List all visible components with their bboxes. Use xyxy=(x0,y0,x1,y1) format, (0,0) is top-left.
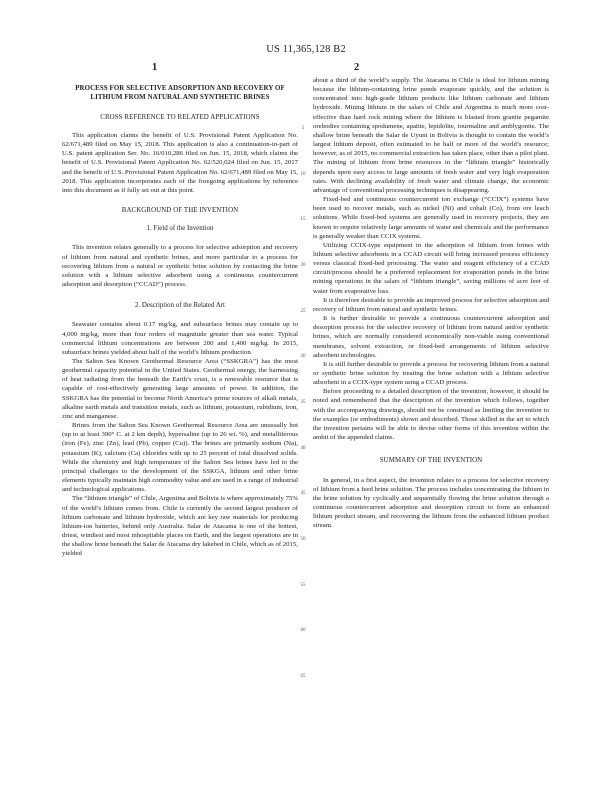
line-number: 30 xyxy=(300,354,306,359)
line-number: 35 xyxy=(300,400,306,405)
line-number: 20 xyxy=(300,263,306,268)
related-art-subheading: 2. Description of the Related Art xyxy=(135,302,225,310)
right-column xyxy=(313,76,549,530)
related-art-paragraph: The Salton Sea Known Geothermal Resource Area (“SSKGRA”) has the most geothermal capacity potential in the United States. Geothermal energy, the harnessing of heat radiating from the beneath the Earth’s crust, is a renewable resource that is capable of cost-effectively generating large amounts of power. In addition, the SSKGRA has the potential to become North America’s prime sources of alkali metals, alkaline earth metals and transition metals, such as lithium, potassium, rubidium, iron, zinc and manganese. xyxy=(62,358,298,420)
line-number: 40 xyxy=(300,446,306,451)
patent-title: PROCESS FOR SELECTIVE ADSORPTION AND RECOVERY OF LITHIUM FROM NATURAL AND SYNTHETIC BRINES xyxy=(75,85,285,102)
line-number: 5 xyxy=(301,126,305,131)
background-heading: BACKGROUND OF THE INVENTION xyxy=(121,206,239,214)
line-number: 60 xyxy=(300,628,306,633)
body-paragraph: Fixed-bed and continuous countercurrent ion exchange (“CCIX”) systems have been used to recover metals, such as nickel (Ni) and cobalt (Co), from ore leach solutions. While fixed-bed systems are generally used in recovery projects, they are known to require relatively large amounts of water and chemicals and the performance is generally weaker than CCIX systems. xyxy=(313,196,549,240)
line-number: 25 xyxy=(300,309,306,314)
line-number: 10 xyxy=(300,172,306,177)
left-column xyxy=(62,76,298,558)
cross-reference-paragraph: This application claims the benefit of U.S. Provisional Patent Application No. 62/671,489 filed on May 15, 2018. This application is also a continuation-in-part of U.S. patent application Ser. No. 16/010,286 filed on Jun. 15, 2018, which claims the benefit of U.S. Provisional Patent Application No. 62/520,024 filed on Jun. 15, 2017 and the benefit of U.S. Provisional Patent Application No. 62/671,489 filed on May 15, 2018. This application incorporates each of the foregoing applications by reference into this document as if fully set out at this point. xyxy=(62,131,298,194)
related-art-paragraph: The “lithium triangle” of Chile, Argentina and Bolivia is where approximately 75% of the world’s lithium comes from. Chile is currently the second largest producer of lithium carbonate and lithium hydroxide, which are key raw materials for producing lithium-ion batteries, behind only Australia. Salar de Atacama is one of the hottest, driest, windiest and most inhospitable places on Earth, and the largest operations are in the shallow brine beneath the Salar de Atacama dry lakebed in Chile, which as of 2015, yielded xyxy=(62,495,298,558)
body-paragraph: It is still further desirable to provide a process for recovering lithium from a natural or synthetic brine solution by treating the brine solution with a lithium selective adsorbent in a CCIX-type system using a CCAD process. xyxy=(313,360,549,387)
field-subheading: 1. Field of the Invention xyxy=(146,225,214,233)
body-paragraph: Utilizing CCIX-type equipment in the adsorption of lithium from brines with lithium selective adsorbents in a CCAD circuit will bring increased process efficiency versus classical fixed-bed processing. The water and reagent efficiency of a CCAD circuit/process should be a preferred replacement for evaporation ponds in the brine mining operations in the salars of “lithium triangle”, saving millions of acre feet of water from evaporative loss. xyxy=(313,241,549,295)
body-paragraph: It is further desirable to provide a continuous countercurrent adsorption and desorption process for the selective recovery of lithium from natural and/or synthetic brines, which are normally considered economically non-viable using conventional membranes, solvent extraction, or fixed-bed arrangements of lithium selective adsorbent technologies. xyxy=(313,315,549,359)
related-art-paragraph: Seawater contains about 0.17 mg/kg, and subsurface brines may contain up to 4,000 mg/kg, more than four orders of magnitude greater than sea water. Typical commercial lithium concentrations are between 200 and 1,400 mg/kg. In 2015, subsurface brines yielded about half of the world’s lithium production. xyxy=(62,321,298,356)
body-paragraph: It is therefore desirable to provide an improved process for selective adsorption and recovery of lithium from natural and synthetic brines. xyxy=(313,296,549,313)
cross-reference-heading: CROSS REFERENCE TO RELATED APPLICATIONS xyxy=(100,113,260,121)
line-number: 55 xyxy=(300,583,306,588)
line-number: 65 xyxy=(300,674,306,679)
summary-paragraph: In general, in a first aspect, the invention relates to a process for selective recovery of lithium from a feed brine solution. The process includes concentrating the lithium in the brine solution by cyclically and sequentially flowing the brine solution through a continuous countercurrent adsorption and desorption circuit to form an enhanced lithium product stream, and recovering the lithium from the enhanced lithium product stream. xyxy=(313,476,549,530)
line-number: 15 xyxy=(300,217,306,222)
summary-heading: SUMMARY OF THE INVENTION xyxy=(379,457,483,465)
body-paragraph: about a third of the world’s supply. The Atacama in Chile is ideal for lithium mining because the lithium-containing brine ponds evaporate quickly, and the solution is concentrated into high-grade lithium products like lithium carbonate and lithium hydroxide. Mining lithium in the salars of Chile and Argentina is much more cost-effective than hard rock mining where the lithium is blasted from granite pegamite orebodies containing spodumene, apatite, lepidolite, tourmaline and amblygonite. The shallow brine beneath the Salar de Uyuni in Bolivia is thought to contain the world’s largest lithium deposit, often estimated to be half or more of the world’s resource; however, as of 2015, no commercial extraction has taken place, other than a pilot plant. The mining of lithium from brine resources in the “lithium triangle” historically depends upon easy access to large amounts of fresh water and very high evaporation rates. With declining availability of fresh water and climate change, the economic advantage of conventional processing techniques is disappearing. xyxy=(313,77,549,194)
column-number-left: 1 xyxy=(152,62,158,73)
line-number: 45 xyxy=(300,491,306,496)
line-number: 50 xyxy=(300,537,306,542)
column-number-right: 2 xyxy=(354,62,360,73)
body-paragraph: Before proceeding to a detailed description of the invention, however, it should be noted and remembered that the description of the invention which follows, together with the accompanying drawings, should not be construed as limiting the invention to the examples (or embodiments) shown and described. Those skilled in the art to which the invention pertains will be able to devise other forms of this invention within the ambit of the appended claims. xyxy=(313,388,549,442)
field-paragraph: This invention relates generally to a process for selective adsorption and recovery of lithium from natural and synthetic brines, and more particular to a process for recovering lithium from a natural or synthetic brine solution by contacting the brine solution with a lithium selective adsorbent using a continuous countercurrent adsorption and desorption (“CCAD”) process. xyxy=(62,244,298,289)
related-art-paragraph: Brines from the Salton Sea Known Geothermal Resource Area are unusually hot (up to at least 390° C. at 2 km depth), hypersaline (up to 26 wt. %), and metalliferous (iron (Fe), zinc (Zn), lead (Pb), copper (Cu)). The brines are primarily sodium (Na), potassium (K), calcium (Ca) chlorides with up to 25 percent of total dissolved solids. While the chemistry and high temperature of the Salton Sea brines have led to the principal challenges to the development of the SSKGA, lithium and other brine elements typically maintain high commodity value and are used in a range of industrial and technological applications. xyxy=(62,422,298,494)
patent-number: US 11,365,128 B2 xyxy=(266,44,346,55)
